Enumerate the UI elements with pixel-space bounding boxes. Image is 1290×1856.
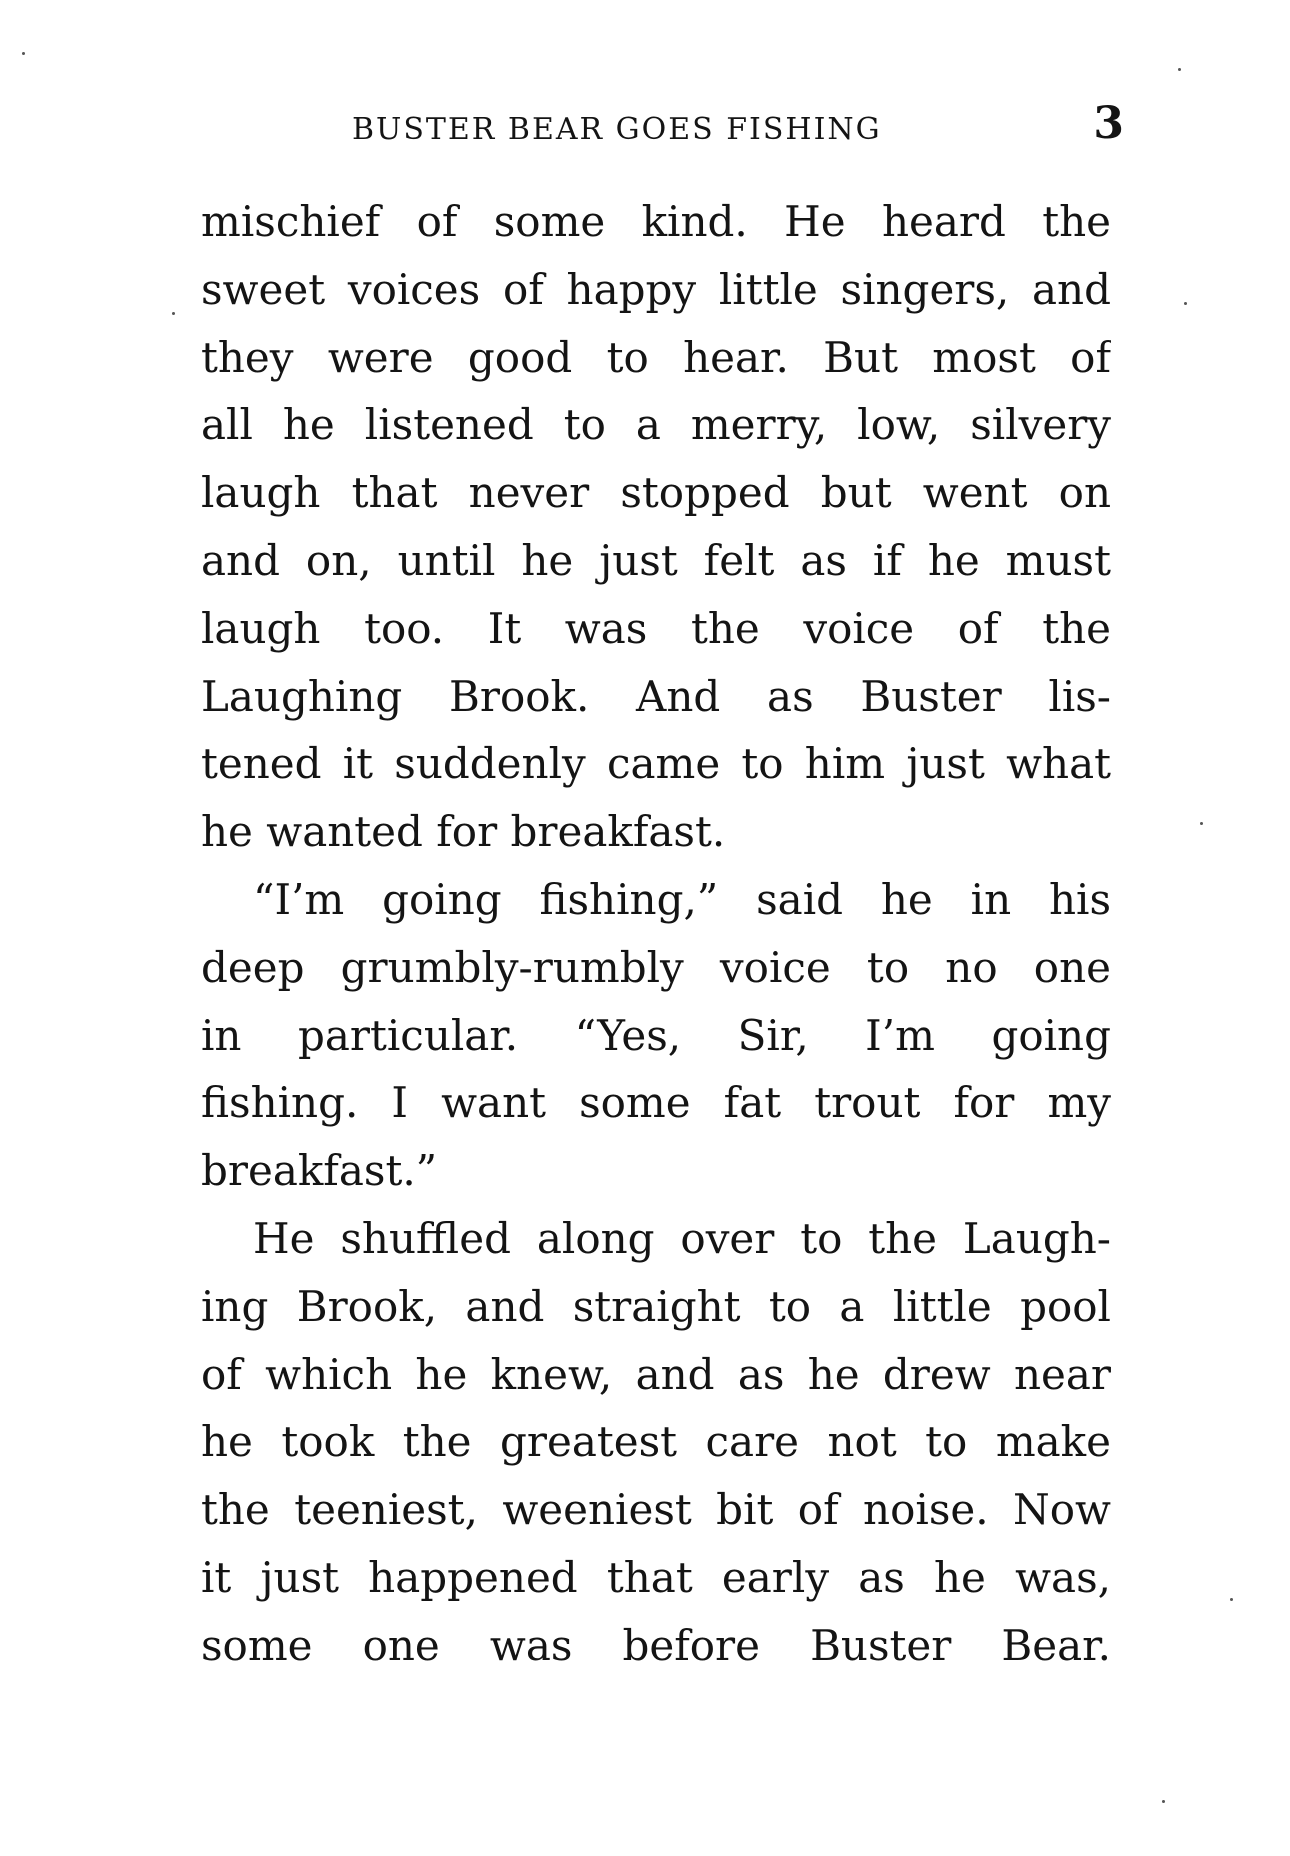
- text-line: and on, until he just felt as if he must: [201, 535, 1111, 585]
- text-line: sweet voices of happy little singers, and: [201, 264, 1111, 314]
- text-line: deep grumbly-rumbly voice to no one: [201, 942, 1111, 992]
- text-line: he wanted for breakfast.: [201, 807, 726, 857]
- text-line: he took the greatest care not to make: [201, 1417, 1111, 1467]
- text-line: fishing. I want some fat trout for my: [201, 1078, 1111, 1128]
- text-line: ing Brook, and straight to a little pool: [201, 1281, 1111, 1331]
- scan-speck: [1230, 1598, 1233, 1601]
- page-number: 3: [1093, 98, 1124, 149]
- running-head-title: BUSTER BEAR GOES FISHING: [352, 112, 882, 147]
- text-line: breakfast.”: [201, 1146, 438, 1196]
- paragraph-1: [201, 188, 1111, 866]
- paragraph-3: [201, 1205, 1111, 1680]
- text-line: Laughing Brook. And as Buster lis-: [201, 671, 1111, 721]
- scan-speck: [1162, 1800, 1165, 1803]
- text-line: the teeniest, weeniest bit of noise. Now: [201, 1485, 1111, 1535]
- body-text: [201, 188, 1111, 1680]
- text-line: it just happened that early as he was,: [201, 1552, 1111, 1602]
- text-line: “I’m going fishing,” said he in his: [253, 874, 1111, 924]
- scan-speck: [172, 312, 175, 315]
- text-line: some one was before Buster Bear.: [201, 1620, 1111, 1670]
- text-line: laugh too. It was the voice of the: [201, 603, 1111, 653]
- text-line: tened it suddenly came to him just what: [201, 739, 1111, 789]
- paragraph-2: [201, 866, 1111, 1205]
- scan-speck: [1200, 822, 1203, 825]
- text-line: mischief of some kind. He heard the: [201, 197, 1111, 246]
- text-line: they were good to hear. But most of: [201, 332, 1111, 382]
- text-line: He shuffled along over to the Laugh-: [253, 1213, 1111, 1263]
- scan-speck: [1178, 68, 1181, 71]
- scan-speck: [22, 52, 25, 55]
- scan-speck: [1184, 302, 1187, 305]
- text-line: of which he knew, and as he drew near: [201, 1349, 1111, 1399]
- text-line: all he listened to a merry, low, silvery: [201, 400, 1111, 450]
- text-line: in particular. “Yes, Sir, I’m going: [201, 1010, 1111, 1060]
- text-line: laugh that never stopped but went on: [201, 468, 1111, 518]
